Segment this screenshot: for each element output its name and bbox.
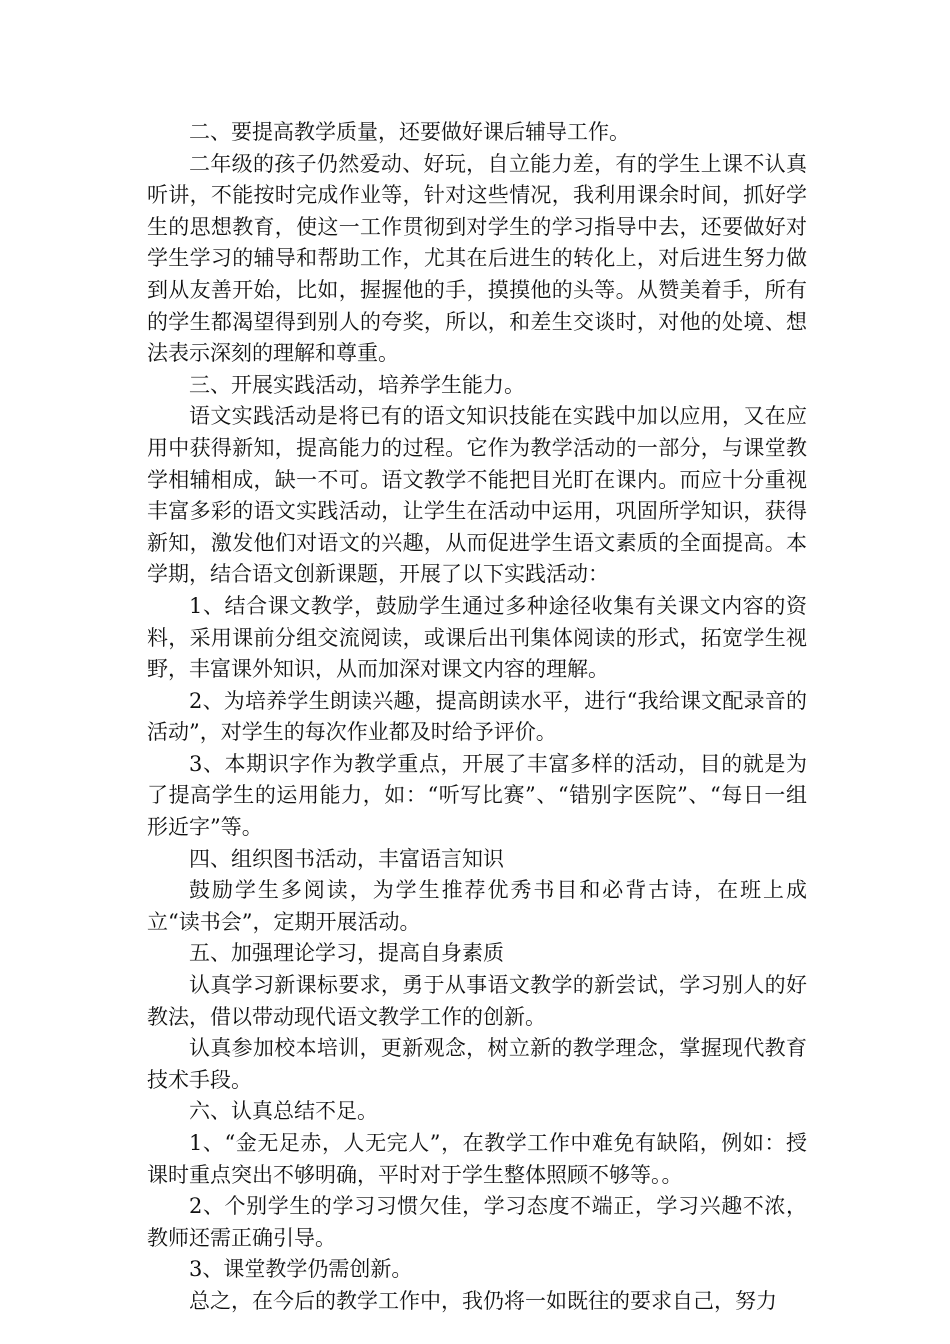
paragraph-conclusion: 总之，在今后的教学工作中，我仍将一如既往的要求自己，努力 bbox=[189, 1288, 777, 1313]
heading-shortcomings: 六、认真总结不足。 bbox=[189, 1099, 378, 1124]
shortcoming-item-1: 1、“金无足赤，人无完人”，在教学工作中难免有缺陷，例如：授课时重点突出不够明确，平时对于学生整体照顾不够等。。 bbox=[147, 1131, 807, 1187]
paragraph-theory-study-1: 认真学习新课标要求，勇于从事语文教学的新尝试，学习别人的好教法，借以带动现代语文教学工作的创新。 bbox=[147, 973, 807, 1029]
paragraph-theory-study-2: 认真参加校本培训，更新观念，树立新的教学理念，掌握现代教育技术手段。 bbox=[147, 1036, 807, 1092]
document-body bbox=[147, 117, 807, 1318]
shortcoming-item-2: 2、个别学生的学习习惯欠佳，学习态度不端正，学习兴趣不浓，教师还需正确引导。 bbox=[147, 1194, 807, 1250]
heading-practice-activities: 三、开展实践活动，培养学生能力。 bbox=[189, 372, 525, 397]
paragraph-practice-activities: 语文实践活动是将已有的语文知识技能在实践中加以应用，又在应用中获得新知，提高能力的过程。它作为教学活动的一部分，与课堂教学相辅相成，缺一不可。语文教学不能把目光盯在课内。而应十分重视丰富多彩的语文实践活动，让学生在活动中运用，巩固所学知识，获得新知，激发他们对语文的兴趣，从而促进学生语文素质的全面提高。本学期，结合语文创新课题，开展了以下实践活动： bbox=[147, 404, 807, 587]
paragraph-tutoring: 二年级的孩子仍然爱动、好玩，自立能力差，有的学生上课不认真听讲，不能按时完成作业等，针对这些情况，我利用课余时间，抓好学生的思想教育，使这一工作贯彻到对学生的学习指导中去，还要做好对学生学习的辅导和帮助工作，尤其在后进生的转化上，对后进生努力做到从友善开始，比如，握握他的手，摸摸他的头等。从赞美着手，所有的学生都渴望得到别人的夸奖，所以，和差生交谈时，对他的处境、想法表示深刻的理解和尊重。 bbox=[147, 151, 807, 366]
heading-tutoring: 二、要提高教学质量，还要做好课后辅导工作。 bbox=[189, 120, 630, 144]
list-item-3: 3、本期识字作为教学重点，开展了丰富多样的活动，目的就是为了提高学生的运用能力，如：“听写比赛”、“错别字医院”、“每日一组形近字”等。 bbox=[147, 751, 807, 840]
heading-book-activities: 四、组织图书活动，丰富语言知识 bbox=[189, 846, 504, 871]
list-item-1: 1、结合课文教学，鼓励学生通过多种途径收集有关课文内容的资料，采用课前分组交流阅读，或课后出刊集体阅读的形式，拓宽学生视野，丰富课外知识，从而加深对课文内容的理解。 bbox=[147, 593, 807, 682]
shortcoming-item-3: 3、课堂教学仍需创新。 bbox=[189, 1257, 413, 1282]
list-item-2: 2、为培养学生朗读兴趣，提高朗读水平，进行“我给课文配录音的活动”，对学生的每次作业都及时给予评价。 bbox=[147, 688, 807, 745]
paragraph-book-activities: 鼓励学生多阅读，为学生推荐优秀书目和必背古诗，在班上成立“读书会”，定期开展活动。 bbox=[147, 878, 807, 934]
heading-theory-study: 五、加强理论学习，提高自身素质 bbox=[189, 941, 504, 966]
